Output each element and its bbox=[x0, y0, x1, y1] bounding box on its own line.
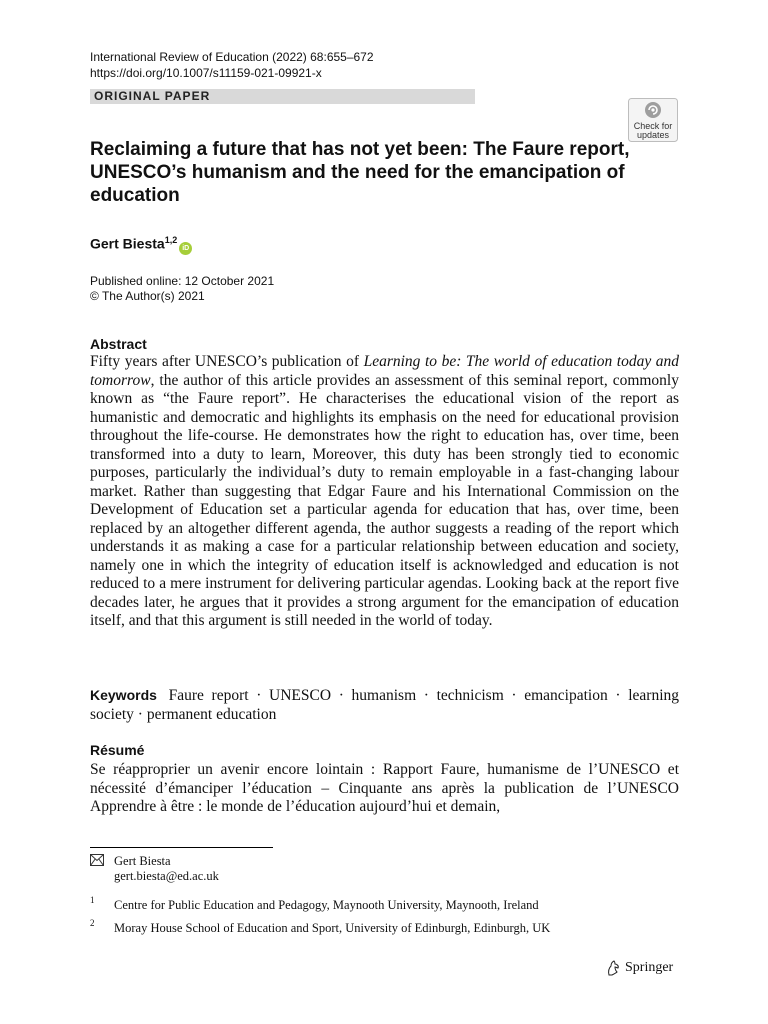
resume-heading: Résumé bbox=[90, 742, 145, 758]
copyright-notice: © The Author(s) 2021 bbox=[90, 289, 205, 303]
doi-link[interactable]: https://doi.org/10.1007/s11159-021-09921-x bbox=[90, 66, 322, 80]
springer-horse-icon bbox=[606, 960, 620, 976]
abstract-text-after: , the author of this article provides an assessment of this seminal report, commonly known as “the Faure report”. He characterises the educational vision of the report as humanistic and democratic and highlights its emphasis on the need for educational provision throughout the life-course. He demonstrates how the right to education has, over time, been transformed into a duty to learn, Moreover, this duty has been strongly tied to economic purposes, particularly the individual’s duty to remain employable in a fast-changing labour market. Rather than suggesting that Edgar Faure and his International Commission on the Development of Education set a particular agenda for education that has, over time, been replaced by an altogether different agenda, the author suggests a reading of the report which understands it as making a case for a particular relationship between education and society, namely one in which the integrity of education itself is acknowledged and education is not reduced to a mere instrument for delivering particular agendas. Looking back at the report five decades later, he argues that it provides a strong argument for the emancipation of education itself, and that this argument is still needed in the world of today. bbox=[90, 371, 679, 629]
orcid-icon[interactable]: iD bbox=[179, 242, 192, 255]
abstract-text-before: Fifty years after UNESCO’s publication of bbox=[90, 353, 364, 370]
paper-type-bar bbox=[90, 89, 475, 104]
keywords-list: Faure report · UNESCO · humanism · technicism · emancipation · learning society · permanent education bbox=[90, 687, 680, 723]
published-date: Published online: 12 October 2021 bbox=[90, 274, 275, 288]
author-affiliation-marks: 1,2 bbox=[164, 235, 178, 245]
keywords-label: Keywords bbox=[90, 687, 157, 703]
envelope-icon bbox=[90, 854, 104, 866]
journal-citation: International Review of Education (2022) 68:655–672 bbox=[90, 50, 374, 64]
correspondence-email[interactable]: gert.biesta@ed.ac.uk bbox=[114, 869, 219, 883]
author-line bbox=[90, 231, 192, 255]
correspondence-name: Gert Biesta bbox=[114, 854, 171, 868]
article-title: Reclaiming a future that has not yet been: The Faure report, UNESCO’s humanism and the need for the emancipation of education bbox=[90, 139, 630, 206]
affiliation-text: Moray House School of Education and Sport, University of Edinburgh, Edinburgh, UK bbox=[114, 921, 551, 935]
affiliation-number: 1 bbox=[90, 895, 95, 905]
author-name[interactable]: Gert Biesta bbox=[90, 235, 165, 252]
footnote-divider bbox=[90, 847, 273, 848]
abstract-body bbox=[90, 353, 679, 631]
check-for-updates-badge[interactable] bbox=[628, 98, 678, 142]
keywords bbox=[90, 686, 679, 724]
affiliation-number: 2 bbox=[90, 918, 95, 928]
resume-body: Se réapproprier un avenir encore lointain : Rapport Faure, humanisme de l’UNESCO et nécessité d’émanciper l’éducation – Cinquante ans après la publication de l’UNESCO Apprendre à être : le monde de l’éducation aujourd’hui et demain, bbox=[90, 761, 679, 815]
paper-type-label: ORIGINAL PAPER bbox=[94, 89, 211, 103]
abstract-book-title: Learning to be: The world of education today and tomorrow bbox=[90, 353, 680, 389]
abstract-heading: Abstract bbox=[90, 336, 147, 352]
publisher-name: Springer bbox=[625, 960, 674, 975]
check-for-updates-label: Check for updates bbox=[633, 121, 673, 140]
affiliation-text: Centre for Public Education and Pedagogy, Maynooth University, Maynooth, Ireland bbox=[114, 898, 539, 912]
